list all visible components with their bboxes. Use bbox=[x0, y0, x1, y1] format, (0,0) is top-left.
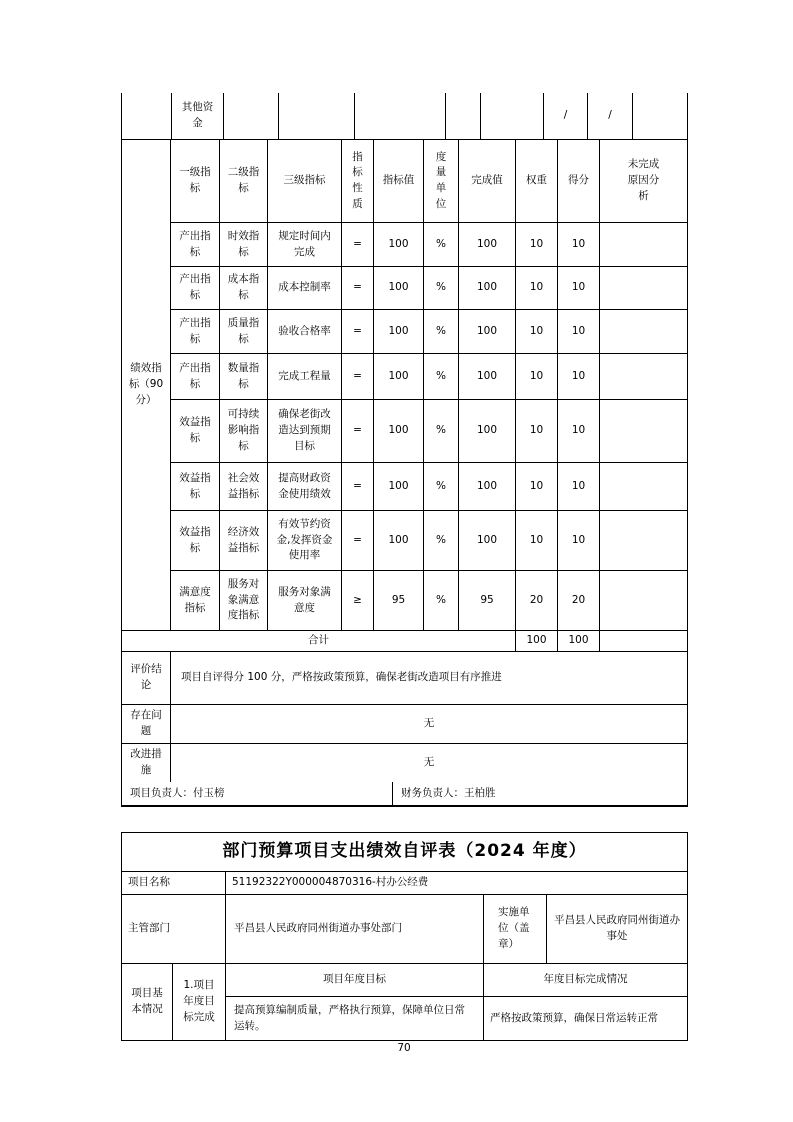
cell-level2: 可持续影响指标 bbox=[220, 400, 268, 463]
cell-reason bbox=[600, 354, 688, 400]
cell-score: 10 bbox=[558, 463, 600, 511]
cell-actual: 100 bbox=[459, 267, 516, 310]
cell-score: 10 bbox=[558, 223, 600, 267]
cell-weight: 10 bbox=[516, 511, 558, 571]
cell-unit: % bbox=[424, 400, 459, 463]
cell-target: 100 bbox=[374, 511, 424, 571]
cell-score: 10 bbox=[558, 511, 600, 571]
cell-weight: 10 bbox=[516, 463, 558, 511]
indicator-row-1 bbox=[122, 223, 688, 267]
cell-level1: 满意度指标 bbox=[171, 571, 220, 631]
finance-lead-signature: 财务负责人：王柏胜 bbox=[393, 782, 688, 806]
problems-label: 存在问题 bbox=[122, 705, 171, 744]
page-number: 70 bbox=[397, 1042, 411, 1054]
cell-level3: 验收合格率 bbox=[268, 310, 342, 354]
empty-cell bbox=[279, 93, 355, 139]
cell-reason bbox=[600, 310, 688, 354]
table2-title-row bbox=[122, 833, 688, 872]
cell-nature: = bbox=[342, 267, 374, 310]
cell-target: 100 bbox=[374, 223, 424, 267]
cell-nature: = bbox=[342, 354, 374, 400]
empty-cell bbox=[224, 93, 279, 139]
cell-weight: 10 bbox=[516, 400, 558, 463]
indicator-row-6 bbox=[122, 463, 688, 511]
indicator-row-2 bbox=[122, 267, 688, 310]
cell-level3: 有效节约资金,发挥资金使用率 bbox=[268, 511, 342, 571]
improvements-row bbox=[122, 744, 688, 783]
cell-actual: 100 bbox=[459, 511, 516, 571]
header-nature bbox=[342, 140, 374, 223]
cell-level1: 效益指标 bbox=[171, 511, 220, 571]
total-weight: 100 bbox=[516, 631, 558, 652]
cell-score: 10 bbox=[558, 310, 600, 354]
cell-level1: 产出指标 bbox=[171, 223, 220, 267]
cell-target: 100 bbox=[374, 463, 424, 511]
cell-level2: 时效指标 bbox=[220, 223, 268, 267]
cell-unit: % bbox=[424, 267, 459, 310]
cell-reason bbox=[600, 267, 688, 310]
performance-indicator-table bbox=[121, 139, 688, 783]
header-actual: 完成值 bbox=[459, 140, 516, 223]
signature-row bbox=[122, 782, 688, 806]
cell-reason bbox=[600, 511, 688, 571]
cell-weight: 20 bbox=[516, 571, 558, 631]
cell-level1: 效益指标 bbox=[171, 463, 220, 511]
cell-nature: = bbox=[342, 463, 374, 511]
header-target: 指标值 bbox=[374, 140, 424, 223]
cell-level3: 规定时间内完成 bbox=[268, 223, 342, 267]
cell-nature: = bbox=[342, 400, 374, 463]
department-value: 平昌县人民政府同州街道办事处部门 bbox=[226, 895, 484, 964]
cell-target: 100 bbox=[374, 354, 424, 400]
cell-reason bbox=[600, 400, 688, 463]
cell-score: 10 bbox=[558, 400, 600, 463]
header-level1: 一级指标 bbox=[171, 140, 220, 223]
indicator-row-4 bbox=[122, 354, 688, 400]
score-slash-cell: / bbox=[588, 93, 633, 139]
cell-reason bbox=[600, 463, 688, 511]
indicator-row-8 bbox=[122, 571, 688, 631]
cell-nature: = bbox=[342, 511, 374, 571]
empty-cell bbox=[481, 93, 544, 139]
cell-weight: 10 bbox=[516, 354, 558, 400]
empty-cell bbox=[122, 93, 172, 139]
cell-nature: ≥ bbox=[342, 571, 374, 631]
cell-weight: 10 bbox=[516, 223, 558, 267]
indicator-row-3 bbox=[122, 310, 688, 354]
cell-unit: % bbox=[424, 511, 459, 571]
cell-unit: % bbox=[424, 463, 459, 511]
funding-partial-table bbox=[121, 93, 688, 140]
implementing-unit-label: 实施单位（盖章） bbox=[484, 895, 547, 964]
performance-section-label: 绩效指标（90 分） bbox=[122, 140, 171, 631]
header-nature-text: 指标性质 bbox=[352, 150, 363, 210]
cell-target: 95 bbox=[374, 571, 424, 631]
other-funds-label: 其他资金 bbox=[172, 93, 224, 139]
cell-level1: 产出指标 bbox=[171, 310, 220, 354]
header-unit bbox=[424, 140, 459, 223]
cell-unit: % bbox=[424, 223, 459, 267]
total-label: 合计 bbox=[122, 631, 516, 652]
indicator-row-5 bbox=[122, 400, 688, 463]
cell-weight: 10 bbox=[516, 267, 558, 310]
cell-actual: 100 bbox=[459, 223, 516, 267]
cell-level3: 完成工程量 bbox=[268, 354, 342, 400]
cell-reason bbox=[600, 223, 688, 267]
table2-title: 部门预算项目支出绩效自评表（2024 年度） bbox=[122, 833, 688, 872]
header-level3: 三级指标 bbox=[268, 140, 342, 223]
cell-unit: % bbox=[424, 310, 459, 354]
cell-level2: 经济效益指标 bbox=[220, 511, 268, 571]
cell-actual: 95 bbox=[459, 571, 516, 631]
improvements-text: 无 bbox=[171, 744, 688, 783]
department-label: 主管部门 bbox=[122, 895, 226, 964]
cell-level2: 服务对象满意度指标 bbox=[220, 571, 268, 631]
cell-level2: 成本指标 bbox=[220, 267, 268, 310]
cell-reason bbox=[600, 571, 688, 631]
indicator-row-7 bbox=[122, 511, 688, 571]
cell-nature: = bbox=[342, 223, 374, 267]
cell-level2: 数量指标 bbox=[220, 354, 268, 400]
implementing-unit-value: 平昌县人民政府同州街道办事处 bbox=[547, 895, 688, 964]
goal-status-text: 严格按政策预算，确保日常运转正常 bbox=[484, 997, 688, 1041]
cell-level3: 成本控制率 bbox=[268, 267, 342, 310]
cell-actual: 100 bbox=[459, 463, 516, 511]
annual-goal-text: 提高预算编制质量，严格执行预算，保障单位日常运转。 bbox=[226, 997, 484, 1041]
problems-row bbox=[122, 705, 688, 744]
cell-score: 10 bbox=[558, 267, 600, 310]
cell-level3: 确保老街改造达到预期目标 bbox=[268, 400, 342, 463]
project-name-value: 51192322Y000004870316-村办公经费 bbox=[226, 872, 688, 895]
cell-level1: 产出指标 bbox=[171, 354, 220, 400]
cell-level1: 产出指标 bbox=[171, 267, 220, 310]
cell-unit: % bbox=[424, 354, 459, 400]
indicator-header-row bbox=[122, 140, 688, 223]
cell-target: 100 bbox=[374, 400, 424, 463]
cell-score: 20 bbox=[558, 571, 600, 631]
empty-cell bbox=[633, 93, 688, 139]
improvements-label: 改进措施 bbox=[122, 744, 171, 783]
problems-text: 无 bbox=[171, 705, 688, 744]
annual-goal-header: 项目年度目标 bbox=[226, 964, 484, 997]
weight-slash-cell: / bbox=[544, 93, 588, 139]
cell-level3: 提高财政资金使用绩效 bbox=[268, 463, 342, 511]
cell-unit: % bbox=[424, 571, 459, 631]
basic-info-label: 项目基本情况 bbox=[122, 964, 173, 1041]
empty-cell bbox=[600, 631, 688, 652]
total-score: 100 bbox=[558, 631, 600, 652]
project-name-row bbox=[122, 872, 688, 895]
self-evaluation-table-2024 bbox=[121, 832, 688, 1041]
annual-goal-sub-label: 1.项目年度目标完成 bbox=[173, 964, 226, 1041]
conclusion-row bbox=[122, 652, 688, 705]
cell-actual: 100 bbox=[459, 354, 516, 400]
cell-level2: 社会效益指标 bbox=[220, 463, 268, 511]
goal-status-header: 年度目标完成情况 bbox=[484, 964, 688, 997]
cell-weight: 10 bbox=[516, 310, 558, 354]
cell-actual: 100 bbox=[459, 310, 516, 354]
header-score: 得分 bbox=[558, 140, 600, 223]
cell-score: 10 bbox=[558, 354, 600, 400]
total-row bbox=[122, 631, 688, 652]
conclusion-text: 项目自评得分 100 分，严格按政策预算，确保老街改造项目有序推进 bbox=[171, 652, 688, 705]
header-reason bbox=[600, 140, 688, 223]
conclusion-label: 评价结论 bbox=[122, 652, 171, 705]
project-name-label: 项目名称 bbox=[122, 872, 226, 895]
goal-header-row bbox=[122, 964, 688, 997]
cell-level1: 效益指标 bbox=[171, 400, 220, 463]
empty-cell bbox=[446, 93, 481, 139]
cell-target: 100 bbox=[374, 267, 424, 310]
cell-level2: 质量指标 bbox=[220, 310, 268, 354]
header-level2: 二级指标 bbox=[220, 140, 268, 223]
signature-table bbox=[121, 782, 688, 807]
cell-target: 100 bbox=[374, 310, 424, 354]
header-reason-text: 未完成原因分析 bbox=[627, 158, 660, 202]
other-funds-row bbox=[122, 93, 688, 139]
project-lead-signature: 项目负责人：付玉榜 bbox=[122, 782, 393, 806]
empty-cell bbox=[355, 93, 446, 139]
cell-actual: 100 bbox=[459, 400, 516, 463]
header-weight: 权重 bbox=[516, 140, 558, 223]
department-row bbox=[122, 895, 688, 964]
cell-level3: 服务对象满意度 bbox=[268, 571, 342, 631]
header-unit-text: 度量单位 bbox=[435, 150, 447, 210]
cell-nature: = bbox=[342, 310, 374, 354]
